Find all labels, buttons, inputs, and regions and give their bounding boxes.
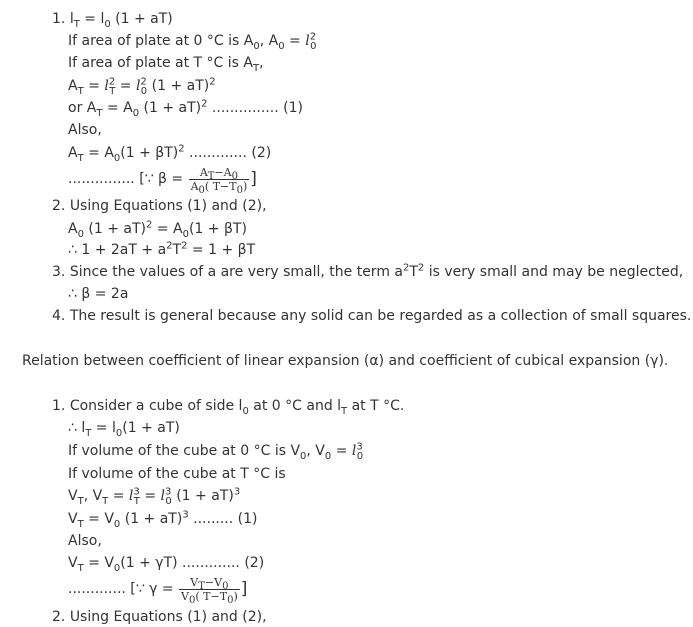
gamma-fraction: $\frac{V_T-V_0}{V_0( T-T_0)}$ [181, 575, 238, 606]
volume-T-line: If volume of the cube at T °C is [68, 466, 286, 482]
cube-item-2-line: 2. Using Equations (1) and (2), [52, 609, 267, 625]
beta-definition-line: ............... [∵ β = $\frac{A_T-A_0}{A_0( T-T_0)}$ ] [68, 165, 257, 196]
area-0-line: If area of plate at 0 °C is $A_0$, $A_0 = l^2_0$ [68, 31, 317, 52]
beta-result-line: ∴ β = 2a [68, 286, 129, 302]
VT-definition-line: $V_T$, $V_T = l^3_T = l^3_0$ (1 + aT)$^3$ [68, 486, 241, 507]
volume-equation-1-line: $V_T = V_0$ (1 + aT)$^3$ ......... (1) [68, 509, 258, 530]
item-2-line: 2. Using Equations (1) and (2), [52, 198, 267, 214]
AT-definition-line: $A_T = l^2_T = l^2_0$ (1 + aT)$^2$ [68, 76, 216, 97]
lt-line: ∴ $l_T = l_0(1 + aT)$ [68, 420, 180, 439]
equation-1-line: or $A_T = A_0$ (1 + aT)$^2$ ............... (1) [68, 98, 303, 119]
item-1-line: 1. $l_T = l_0$ (1 + aT) [52, 11, 173, 30]
equation-2-line: $A_T = A_0(1 + \beta T)^2$ ............. (2) [68, 143, 272, 164]
volume-0-line: If volume of the cube at 0 °C is $V_0$, $V_0 = l^3_0$ [68, 441, 364, 462]
also-label: Also, [68, 122, 102, 138]
area-T-line: If area of plate at T °C is $A_T$, [68, 55, 264, 74]
expansion-line: ∴ $1 + 2aT + a^2T^2 = 1 + \beta T$ [68, 240, 256, 258]
combined-equation-line: $A_0$ $(1 + aT)^2 = A_0(1 + \beta T)$ [68, 219, 247, 240]
volume-equation-2-line: $V_T = V_0(1 + \gamma T)$ ............. (2) [68, 555, 265, 574]
item-3-line: 3. Since the values of a are very small, the term $a^2T^2$ is very small and may be neglected, [52, 262, 684, 280]
also-label-2: Also, [68, 533, 102, 549]
item-4-line: 4. The result is general because any solid can be regarded as a collection of small squares. [52, 308, 692, 324]
gamma-definition-line: ............. [∵ γ = $\frac{V_T-V_0}{V_0( T-T_0)}$ ] [68, 575, 248, 606]
section-heading: Relation between coefficient of linear expansion (α) and coefficient of cubical expansion (γ). [22, 353, 669, 369]
beta-fraction: $\frac{A_T-A_0}{A_0( T-T_0)}$ [190, 165, 248, 196]
cube-item-1-line: 1. Consider a cube of side $l_0$ at 0 °C and $l_T$ at T °C. [52, 398, 405, 417]
